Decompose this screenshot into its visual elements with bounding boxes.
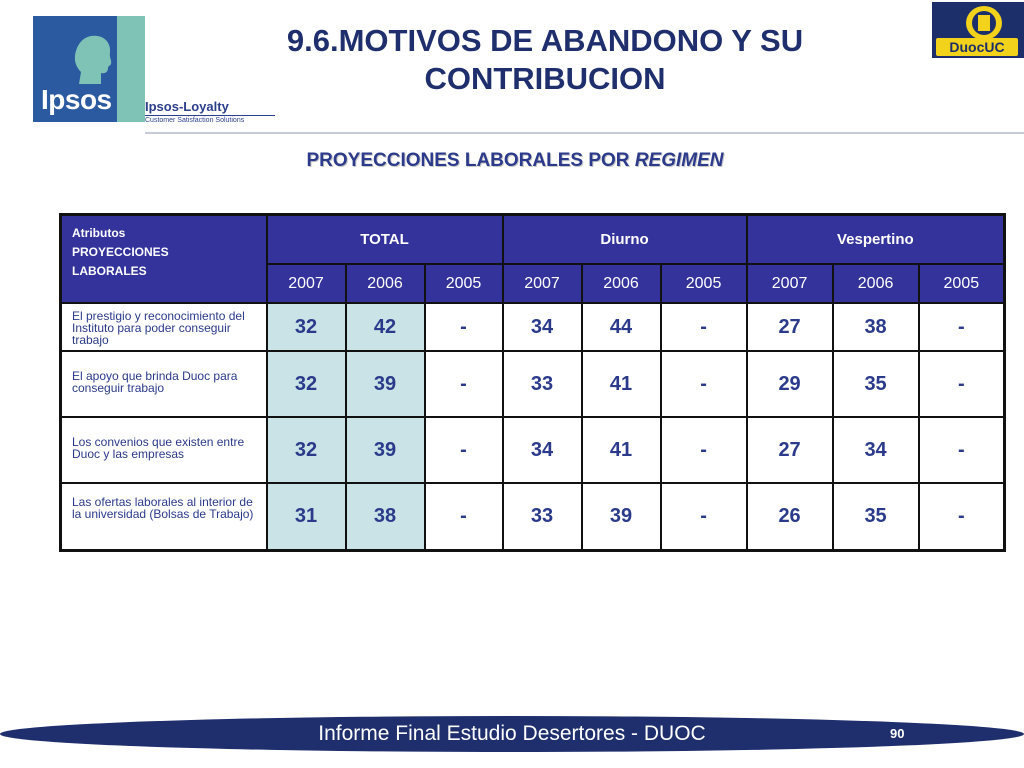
projections-table: [59, 213, 1006, 552]
value-cell: 35: [833, 483, 919, 550]
row-label: El apoyo que brinda Duoc para conseguir trabajo: [61, 351, 267, 417]
row-label: Las ofertas laborales al interior de la universidad (Bolsas de Trabajo): [61, 483, 267, 550]
value-cell: -: [661, 417, 747, 483]
table-row: [61, 483, 1005, 550]
table-row: [61, 417, 1005, 483]
title-line-1: 9.6.MOTIVOS DE ABANDONO Y SU: [286, 23, 804, 58]
value-cell: -: [661, 351, 747, 417]
year-header: 2006: [582, 264, 661, 303]
duoc-logo: [932, 2, 1024, 58]
loyalty-tagline: Customer Satisfaction Solutions: [145, 117, 245, 124]
year-header: 2006: [346, 264, 425, 303]
loyalty-name: Ipsos-Loyalty: [145, 99, 229, 114]
value-cell: 42: [346, 303, 425, 351]
value-cell: 27: [747, 303, 833, 351]
page-title: [160, 22, 930, 98]
value-cell: 26: [747, 483, 833, 550]
value-cell: 41: [582, 417, 661, 483]
loyalty-rule: [145, 115, 275, 116]
row-label: Los convenios que existen entre Duoc y las empresas: [61, 417, 267, 483]
duoc-wordmark: DuocUC: [936, 38, 1018, 56]
attributes-header: [61, 215, 267, 304]
group-header-vespertino: Vespertino: [747, 215, 1005, 265]
footer: [0, 716, 1024, 752]
subtitle: [140, 150, 890, 172]
value-cell: 38: [346, 483, 425, 550]
value-cell: -: [661, 483, 747, 550]
ipsos-wordmark: Ipsos: [41, 84, 112, 115]
ipsos-loyalty-logo: [145, 100, 275, 125]
attributes-header-line-3: LABORALES: [72, 264, 147, 278]
value-cell: 39: [346, 417, 425, 483]
value-cell: 32: [267, 351, 346, 417]
ipsos-logo: [33, 16, 145, 122]
subtitle-italic: REGIMEN: [634, 150, 724, 171]
value-cell: 38: [833, 303, 919, 351]
value-cell: -: [425, 303, 503, 351]
value-cell: -: [425, 351, 503, 417]
value-cell: 29: [747, 351, 833, 417]
value-cell: 35: [833, 351, 919, 417]
year-header: 2007: [503, 264, 582, 303]
value-cell: 34: [503, 417, 582, 483]
subtitle-main: PROYECCIONES LABORALES POR: [306, 150, 635, 171]
value-cell: 41: [582, 351, 661, 417]
value-cell: 39: [582, 483, 661, 550]
value-cell: 31: [267, 483, 346, 550]
year-header: 2005: [425, 264, 503, 303]
table-row: [61, 351, 1005, 417]
year-header: 2005: [919, 264, 1005, 303]
value-cell: -: [919, 351, 1005, 417]
value-cell: 33: [503, 483, 582, 550]
value-cell: -: [661, 303, 747, 351]
year-header: 2005: [661, 264, 747, 303]
group-header-diurno: Diurno: [503, 215, 747, 265]
value-cell: 34: [833, 417, 919, 483]
value-cell: -: [425, 483, 503, 550]
logo-stripe: [117, 16, 145, 122]
head-silhouette-icon: [71, 32, 117, 84]
group-header-total: TOTAL: [267, 215, 503, 265]
title-divider: [145, 132, 1024, 134]
value-cell: 44: [582, 303, 661, 351]
crest-icon: [960, 4, 1008, 42]
row-label: El prestigio y reconocimiento del Instituto para poder conseguir trabajo: [61, 303, 267, 351]
value-cell: 32: [267, 417, 346, 483]
value-cell: 39: [346, 351, 425, 417]
value-cell: -: [425, 417, 503, 483]
value-cell: -: [919, 417, 1005, 483]
value-cell: 32: [267, 303, 346, 351]
year-header: 2007: [267, 264, 346, 303]
value-cell: -: [919, 483, 1005, 550]
footer-text: Informe Final Estudio Desertores - DUOC: [318, 722, 706, 745]
table-row: [61, 303, 1005, 351]
year-header: 2007: [747, 264, 833, 303]
value-cell: 33: [503, 351, 582, 417]
attributes-header-line-2: PROYECCIONES: [72, 245, 169, 259]
value-cell: 34: [503, 303, 582, 351]
value-cell: -: [919, 303, 1005, 351]
year-header: 2006: [833, 264, 919, 303]
value-cell: 27: [747, 417, 833, 483]
title-line-2: CONTRIBUCION: [424, 61, 666, 96]
page-number: 90: [890, 726, 905, 741]
attributes-header-line-1: Atributos: [72, 226, 126, 240]
